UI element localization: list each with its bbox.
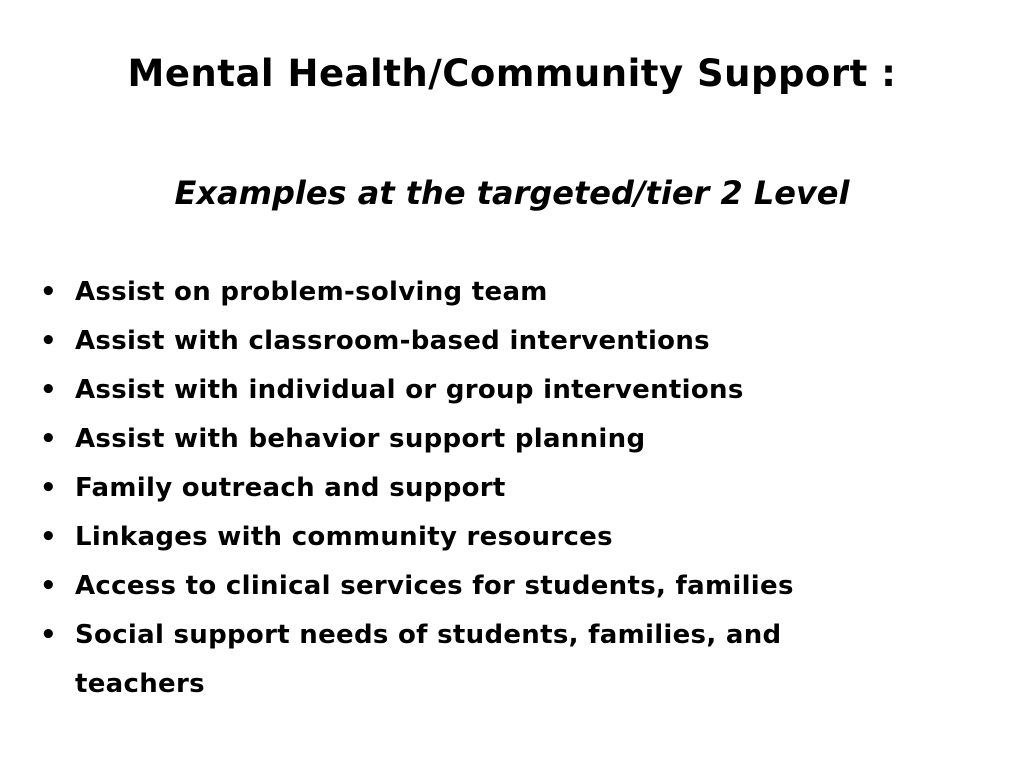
list-item <box>0 464 875 513</box>
list-item <box>0 268 875 317</box>
bullet-list <box>0 268 960 709</box>
slide-title: Mental Health/Community Support : <box>127 52 897 95</box>
bullet-icon: • <box>40 424 57 454</box>
list-item <box>0 366 875 415</box>
bullet-icon: • <box>40 522 57 552</box>
list-item <box>0 513 875 562</box>
bullet-icon: • <box>40 375 57 405</box>
list-item-text: Linkages with community resources <box>75 522 613 552</box>
bullet-icon: • <box>40 571 57 601</box>
list-item-text: Assist with individual or group interventions <box>75 375 744 405</box>
bullet-icon: • <box>40 473 57 503</box>
list-item <box>0 562 875 611</box>
bullet-icon: • <box>40 326 57 356</box>
list-item-text: Assist with behavior support planning <box>75 424 646 454</box>
list-item-text: Social support needs of students, families, and teachers <box>75 620 782 699</box>
bullet-icon: • <box>40 277 57 307</box>
slide-subtitle: Examples at the targeted/tier 2 Level <box>174 174 850 212</box>
list-item <box>0 611 875 709</box>
list-item-text: Family outreach and support <box>75 473 506 503</box>
list-item-text: Assist on problem-solving team <box>75 277 548 307</box>
list-item <box>0 317 875 366</box>
list-item <box>0 415 875 464</box>
bullet-icon: • <box>40 620 57 650</box>
list-item-text: Access to clinical services for students, families <box>75 571 794 601</box>
list-item-text: Assist with classroom-based interventions <box>75 326 710 356</box>
